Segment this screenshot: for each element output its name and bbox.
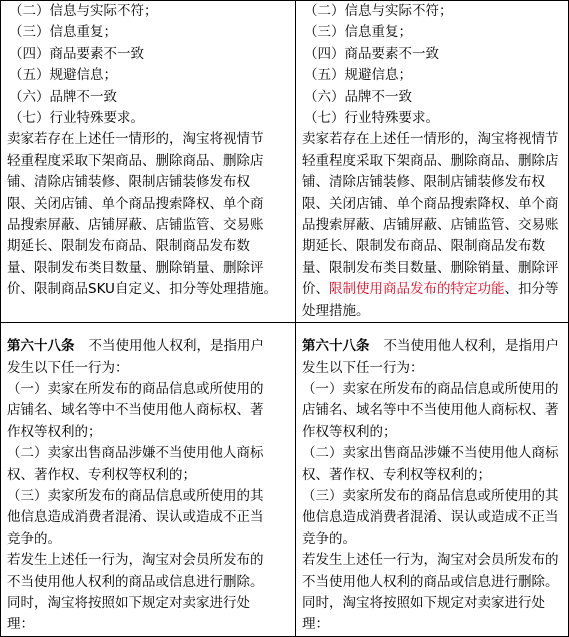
paragraph-line: 不当使用他人权利的商品或信息进行删除。 <box>7 573 264 590</box>
highlighted-change: 限制使用商品发布的特定功能 <box>329 281 505 298</box>
left-top-cell <box>1 1 296 323</box>
list-item: （四）商品要素不一致 <box>304 45 439 62</box>
paragraph-line: （二）卖家出售商品涉嫌不当使用他人商标 <box>302 445 559 462</box>
list-item: （五）规避信息； <box>304 67 412 84</box>
paragraph-line: 竞争的。 <box>302 530 356 547</box>
paragraph-line: 期延长、限制发布商品、限制商品发布数 <box>7 238 250 255</box>
paragraph-line: 轻重程度采取下架商品、删除商品、删除店 <box>302 152 559 169</box>
paragraph-line: 作权等权利的； <box>7 423 102 440</box>
paragraph-line: 量、限制发布类目数量、删除销量、删除评 <box>302 259 559 276</box>
text-segment: 价、 <box>302 281 329 298</box>
right-top-cell <box>296 1 569 323</box>
paragraph-line: （三）卖家所发布的商品信息或所使用的其 <box>7 487 264 504</box>
paragraph-line: （一）卖家在所发布的商品信息或所使用的 <box>302 380 559 397</box>
table-row <box>1 1 569 323</box>
paragraph-line: 若发生上述任一行为，淘宝对会员所发布的 <box>302 552 559 569</box>
paragraph-line: 不当使用他人权利的商品或信息进行删除。 <box>302 573 559 590</box>
list-item: （二）信息与实际不符； <box>9 3 158 19</box>
paragraph-line: 价、限制商品SKU自定义、扣分等处理措施。 <box>7 281 277 298</box>
paragraph-line: 店铺名、域名等中不当使用他人商标权、著 <box>302 402 559 419</box>
paragraph-line: 发生以下任一行为： <box>302 359 424 376</box>
list-item: （七）行业特殊要求。 <box>304 110 439 127</box>
paragraph-line: 权、著作权、专利权等权利的； <box>7 466 196 483</box>
paragraph-line: 轻重程度采取下架商品、删除商品、删除店 <box>7 152 264 169</box>
paragraph-line: 限、关闭店铺、单个商品搜索降权、单个商 <box>7 195 264 212</box>
paragraph-line: 量、限制发布类目数量、删除销量、删除评 <box>7 259 264 276</box>
list-item: （六）品牌不一致 <box>304 88 412 105</box>
paragraph-line: 处理措施。 <box>302 302 370 319</box>
text-segment: 、扣分等 <box>504 281 559 298</box>
paragraph-line: 理： <box>7 616 34 633</box>
list-item: （七）行业特殊要求。 <box>9 110 144 127</box>
list-item: （三）信息重复； <box>304 24 412 41</box>
paragraph-line-mixed <box>302 279 565 300</box>
paragraph-line: 同时，淘宝将按照如下规定对卖家进行处 <box>7 594 250 611</box>
article-number: 第六十八条 <box>7 338 75 355</box>
paragraph-line: 店铺名、域名等中不当使用他人商标权、著 <box>7 402 264 419</box>
table-row <box>1 323 569 637</box>
paragraph-line: 限、关闭店铺、单个商品搜索降权、单个商 <box>302 195 559 212</box>
paragraph-line: 品搜索屏蔽、店铺屏蔽、店铺监管、交易账 <box>302 217 559 234</box>
article-number: 第六十八条 <box>302 338 370 355</box>
paragraph-line: （一）卖家在所发布的商品信息或所使用的 <box>7 380 264 397</box>
left-bottom-cell <box>1 323 296 637</box>
article-title: 不当使用他人权利，是指用户 <box>383 338 559 355</box>
article-title: 不当使用他人权利，是指用户 <box>88 338 264 355</box>
paragraph-line: 作权等权利的； <box>302 423 397 440</box>
paragraph-line: 若发生上述任一行为，淘宝对会员所发布的 <box>7 552 264 569</box>
paragraph-line: 他信息造成消费者混淆、误认或造成不正当 <box>302 509 559 526</box>
paragraph-line: 发生以下任一行为： <box>7 359 129 376</box>
paragraph-line: 铺、清除店铺装修、限制店铺装修发布权 <box>7 174 250 191</box>
article-heading <box>302 336 565 357</box>
list-item: （三）信息重复； <box>9 24 117 41</box>
paragraph-line: 卖家若存在上述任一情形的，淘宝将视情节 <box>7 131 264 148</box>
paragraph-line: （二）卖家出售商品涉嫌不当使用他人商标 <box>7 445 264 462</box>
paragraph-line: 理： <box>302 616 329 633</box>
paragraph-line: （三）卖家所发布的商品信息或所使用的其 <box>302 487 559 504</box>
paragraph-line: 同时，淘宝将按照如下规定对卖家进行处 <box>302 594 545 611</box>
paragraph-line: 权、著作权、专利权等权利的； <box>302 466 491 483</box>
paragraph-line: 铺、清除店铺装修、限制店铺装修发布权 <box>302 174 545 191</box>
list-item: （五）规避信息； <box>9 67 117 84</box>
paragraph-line: 期延长、限制发布商品、限制商品发布数 <box>302 238 545 255</box>
list-item: （六）品牌不一致 <box>9 88 117 105</box>
list-item: （二）信息与实际不符； <box>304 3 453 19</box>
list-item: （四）商品要素不一致 <box>9 45 144 62</box>
article-heading <box>7 336 292 357</box>
paragraph-line: 他信息造成消费者混淆、误认或造成不正当 <box>7 509 264 526</box>
right-bottom-cell <box>296 323 569 637</box>
paragraph-line: 竞争的。 <box>7 530 61 547</box>
paragraph-line: 卖家若存在上述任一情形的，淘宝将视情节 <box>302 131 559 148</box>
paragraph-line: 品搜索屏蔽、店铺屏蔽、店铺监管、交易账 <box>7 217 264 234</box>
